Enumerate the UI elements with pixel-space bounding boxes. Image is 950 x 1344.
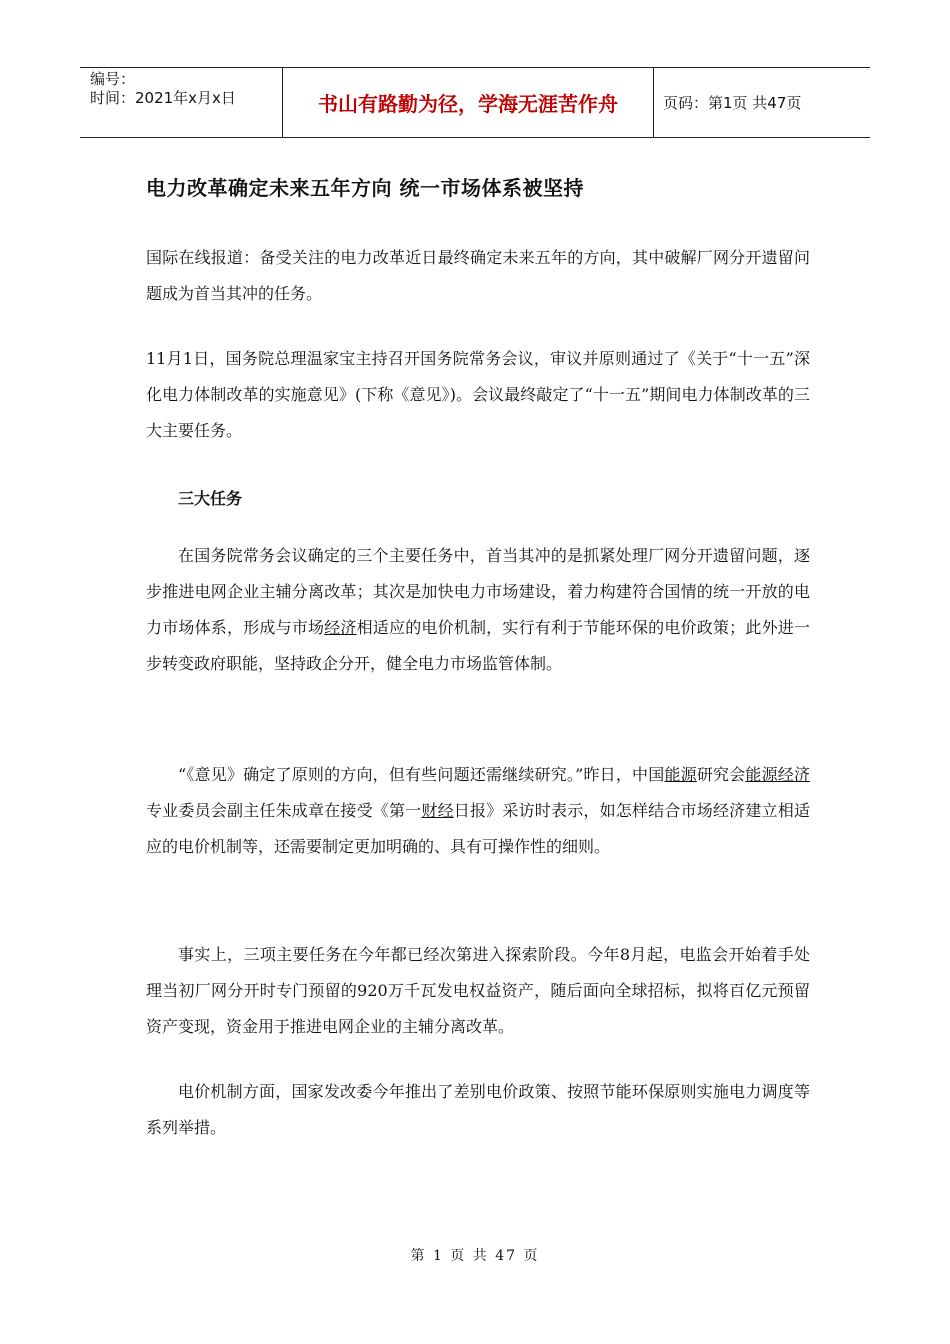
paragraph-3 (146, 538, 810, 682)
number-label: 编号： (90, 70, 136, 88)
page-footer: 第 1 页 共 47 页 (410, 1248, 540, 1264)
link-finance[interactable]: 财经 (421, 801, 454, 820)
header-motto: 书山有路勤为径，学海无涯苦作舟 (282, 68, 654, 137)
paragraph-5: 事实上，三项主要任务在今年都已经次第进入探索阶段。今年8月起，电监会开始着手处理当初厂网分开时专门预留的920万千瓦发电权益资产，随后面向全球招标，拟将百亿元预留资产变现，资金用于推进电网企业的主辅分离改革。 (146, 945, 810, 1036)
paragraph-1: 国际在线报道：备受关注的电力改革近日最终确定未来五年的方向，其中破解厂网分开遗留问题成为首当其冲的任务。 (146, 248, 810, 303)
p3-text-a: 在国务院常务会议确定的三个主要任务中，首当其冲的是抓紧处理厂网分开遗留问题，逐步推进电网企业主辅分离改革；其次是加快电力市场建设，着力构建符合国情的统一开放的电力市场体系，形成与市场 (146, 546, 810, 637)
p4-text-b: 研究会 (696, 765, 746, 784)
link-energy[interactable]: 能源 (664, 765, 697, 784)
paragraph-4 (146, 757, 810, 865)
p4-text-c: 专业委员会副主任朱成章在接受《第一 (146, 801, 422, 820)
article-title: 电力改革确定未来五年方向 统一市场体系被坚持 (146, 176, 584, 200)
link-economy[interactable]: 经济 (324, 618, 357, 637)
paragraph-6: 电价机制方面，国家发改委今年推出了差别电价政策、按照节能环保原则实施电力调度等系列举措。 (146, 1082, 810, 1137)
link-energy-economy[interactable]: 能源经济 (745, 765, 810, 784)
document-header (80, 67, 870, 138)
p4-text-a: “《意见》确定了原则的方向，但有些问题还需继续研究。”昨日，中国 (178, 765, 665, 784)
p3-text-b: 相适应的电价机制，实行有利于节能环保的电价政策；此外进一步转变政府职能，坚持政企分开，健全电力市场监管体制。 (146, 618, 810, 673)
subheading: 三大任务 (178, 489, 243, 508)
p4-text-d: 日报》采访时表示，如怎样结合市场经济建立相适应的电价机制等，还需要制定更加明确的、具有可操作性的细则。 (146, 801, 810, 856)
time-label: 时间：2021年x月x日 (90, 89, 236, 107)
paragraph-2: 11月1日，国务院总理温家宝主持召开国务院常务会议，审议并原则通过了《关于“十一五”深化电力体制改革的实施意见》(下称《意见》)。会议最终敲定了“十一五”期间电力体制改革的三大主要任务。 (146, 349, 810, 440)
header-meta (80, 68, 282, 137)
header-page-label: 页码：第1页 共47页 (663, 94, 802, 112)
